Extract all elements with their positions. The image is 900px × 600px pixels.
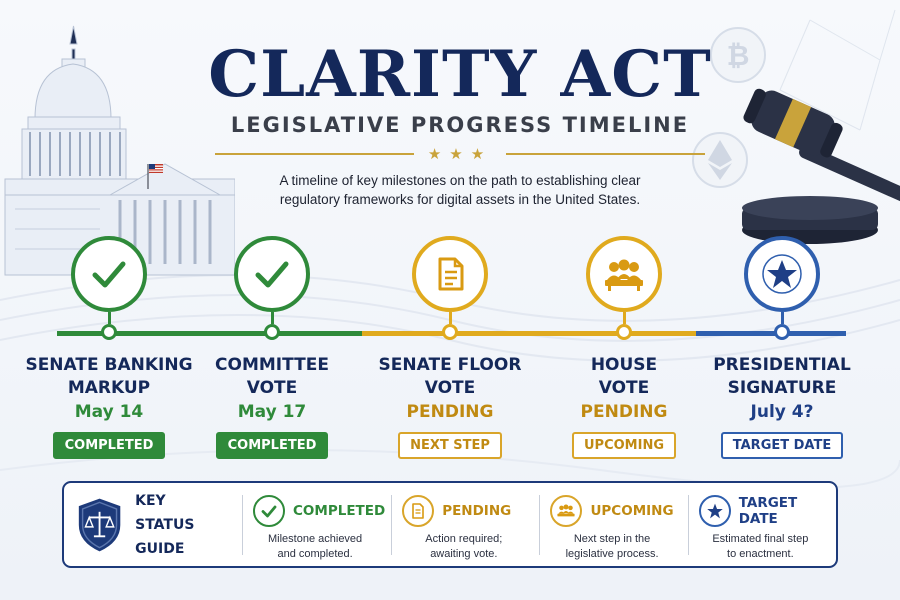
assembly-icon [586,236,662,312]
timeline-node [101,324,117,340]
legend-label: COMPLETED [293,503,386,519]
milestone-title: PRESIDENTIAL SIGNATURE [713,355,851,398]
page-title: CLARITY ACT [208,37,712,112]
legend-description: Estimated final step to enactment. [712,533,809,560]
milestone-date: PENDING [406,402,494,422]
gavel-icon [730,70,900,250]
milestone-date: May 14 [74,402,144,422]
milestone-senate-floor-vote [365,236,535,459]
title-divider [215,146,705,162]
page-description: A timeline of key milestones on the path to establishing clear regulatory frameworks for digital assets in the United States. [279,173,641,207]
legend-description: Milestone achieved and completed. [268,533,363,560]
legend-item-upcoming [540,483,687,566]
status-badge: COMPLETED [216,432,329,459]
page-subtitle: LEGISLATIVE PROGRESS TIMELINE [230,113,690,137]
legend-key-subtitle: STATUS GUIDE [135,516,195,557]
scales-shield-icon [76,495,123,555]
milestone-title: SENATE BANKING MARKUP [25,355,193,398]
milestone-date: May 17 [237,402,307,422]
check-icon [71,236,147,312]
star-icon [744,236,820,312]
star-icon [699,495,731,527]
star-ornament-icon: ★★★ [427,146,493,163]
legend-label: PENDING [442,503,512,519]
status-badge: COMPLETED [53,432,166,459]
timeline-node [616,324,632,340]
status-badge: NEXT STEP [398,432,502,459]
milestone-title: COMMITTEE VOTE [215,355,329,398]
legend-item-target-date [689,483,836,566]
milestone-title: HOUSE VOTE [590,355,658,398]
legend-key-title: KEY [135,492,166,509]
document-icon [412,236,488,312]
legend-key [64,483,242,566]
timeline-node [442,324,458,340]
legend-item-pending [392,483,539,566]
check-icon [253,495,285,527]
check-icon [234,236,310,312]
legend-label: TARGET DATE [738,495,798,527]
legend-description: Action required; awaiting vote. [425,533,503,560]
legend-label: UPCOMING [590,503,674,519]
document-icon [402,495,434,527]
status-badge: TARGET DATE [721,432,843,459]
status-legend [62,481,838,568]
milestone-committee-vote [187,236,357,459]
legend-item-completed [243,483,391,566]
milestone-title: SENATE FLOOR VOTE [378,355,522,398]
milestone-date: PENDING [580,402,668,422]
timeline-node [774,324,790,340]
legend-description: Next step in the legislative process. [565,533,659,560]
svg-text:₿: ₿ [726,39,750,72]
milestone-presidential-signature [697,236,867,459]
status-badge: UPCOMING [572,432,676,459]
timeline-node [264,324,280,340]
milestone-date: July 4? [750,402,814,422]
milestone-senate-banking-markup [24,236,194,459]
milestone-house-vote [539,236,709,459]
assembly-icon [550,495,582,527]
